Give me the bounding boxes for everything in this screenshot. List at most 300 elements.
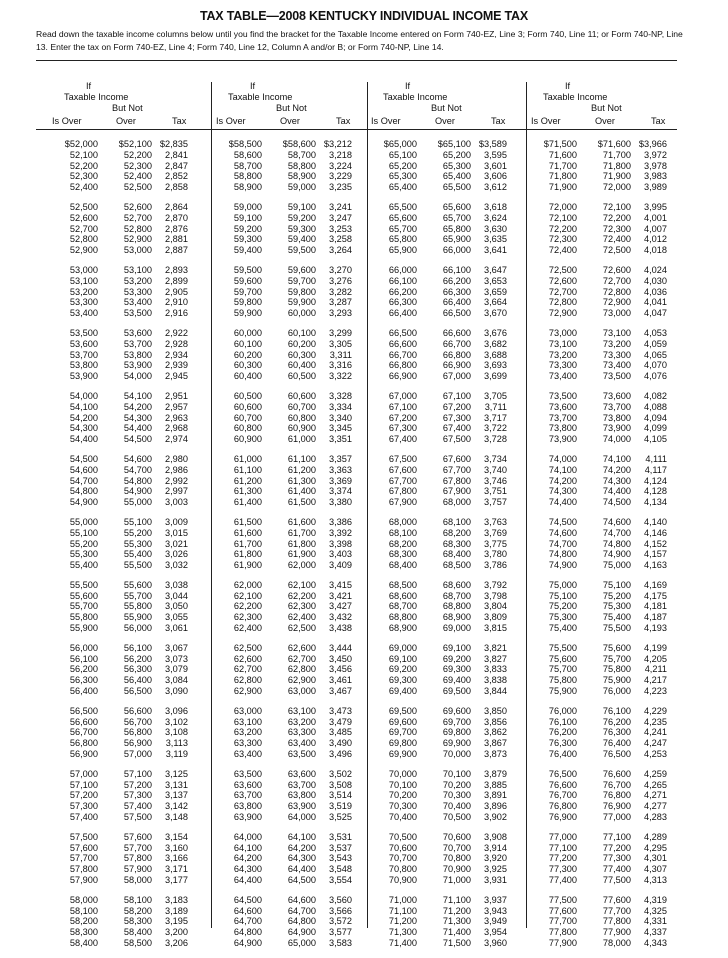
is-over-cell: 59,900 xyxy=(233,308,262,319)
tax-cell: 3,925 xyxy=(484,864,507,875)
is-over-cell: 63,300 xyxy=(233,738,262,749)
is-over-cell: 75,700 xyxy=(548,664,577,675)
row-group xyxy=(216,706,376,760)
but-not-over-cell: 73,000 xyxy=(602,308,631,319)
but-not-over-cell: 66,800 xyxy=(442,349,471,360)
is-over-cell: 66,800 xyxy=(388,360,417,371)
but-not-over-cell: 69,300 xyxy=(442,664,471,675)
is-over-cell: 75,600 xyxy=(548,653,577,664)
tax-cell: 3,601 xyxy=(484,160,507,171)
is-over-cell: 76,000 xyxy=(548,705,577,716)
but-not-over-cell: 74,000 xyxy=(602,434,631,445)
row-group xyxy=(216,580,376,634)
is-over-cell: 64,500 xyxy=(233,894,262,905)
tax-cell: 4,301 xyxy=(644,853,667,864)
tax-cell: 4,283 xyxy=(644,812,667,823)
is-over-cell: 77,200 xyxy=(548,853,577,864)
table-row xyxy=(371,875,531,886)
but-not-over-cell: 65,300 xyxy=(442,160,471,171)
row-group xyxy=(531,265,691,319)
is-over-cell: 66,700 xyxy=(388,349,417,360)
table-row xyxy=(531,938,691,949)
table-row xyxy=(216,413,376,424)
but-not-over-cell: 67,300 xyxy=(442,412,471,423)
header-if: If xyxy=(86,81,92,91)
is-over-cell: 58,300 xyxy=(69,927,98,938)
table-row xyxy=(371,224,531,235)
table-row xyxy=(216,224,376,235)
table-row xyxy=(216,497,376,508)
but-not-over-cell: 61,000 xyxy=(287,434,316,445)
tax-cell: 3,827 xyxy=(484,653,507,664)
tax-cell: 3,688 xyxy=(484,349,507,360)
is-over-cell: 54,500 xyxy=(69,453,98,464)
but-not-over-cell: 66,700 xyxy=(442,338,471,349)
but-not-over-cell: 68,000 xyxy=(442,497,471,508)
tax-cell: 4,343 xyxy=(644,938,667,948)
tax-cell: 3,084 xyxy=(165,675,188,686)
but-not-over-cell: 52,500 xyxy=(123,182,152,193)
tax-cell: 3,873 xyxy=(484,749,507,760)
but-not-over-cell: 70,100 xyxy=(442,768,471,779)
is-over-cell: 58,100 xyxy=(69,905,98,916)
table-row xyxy=(216,517,376,528)
is-over-cell: 69,000 xyxy=(388,642,417,653)
is-over-cell: 52,600 xyxy=(69,212,98,223)
tax-cell: 3,079 xyxy=(165,664,188,675)
is-over-cell: 52,400 xyxy=(69,182,98,193)
tax-cell: 3,624 xyxy=(484,212,507,223)
is-over-cell: 53,700 xyxy=(69,349,98,360)
table-row xyxy=(52,287,212,298)
table-row xyxy=(216,182,376,193)
tax-cell: 3,891 xyxy=(484,790,507,801)
but-not-over-cell: 76,600 xyxy=(602,768,631,779)
tax-cell: 3,171 xyxy=(165,864,188,875)
column-divider xyxy=(526,82,527,928)
header-is-over: Is Over xyxy=(52,116,82,126)
is-over-cell: 71,800 xyxy=(548,171,577,182)
table-row xyxy=(371,812,531,823)
but-not-over-cell: 56,000 xyxy=(123,623,152,634)
but-not-over-cell: 74,900 xyxy=(602,549,631,560)
but-not-over-cell: 77,900 xyxy=(602,927,631,938)
tax-cell: 3,606 xyxy=(484,171,507,182)
is-over-cell: 57,400 xyxy=(69,812,98,823)
tax-cell: 3,108 xyxy=(165,727,188,738)
is-over-cell: 67,500 xyxy=(388,453,417,464)
table-row xyxy=(216,801,376,812)
row-group xyxy=(216,454,376,508)
but-not-over-cell: 55,700 xyxy=(123,590,152,601)
table-row xyxy=(52,623,212,634)
table-row xyxy=(216,234,376,245)
table-row xyxy=(52,297,212,308)
is-over-cell: 68,500 xyxy=(388,579,417,590)
but-not-over-cell: 66,500 xyxy=(442,308,471,319)
tax-cell: 3,653 xyxy=(484,275,507,286)
but-not-over-cell: 52,800 xyxy=(123,223,152,234)
is-over-cell: 63,900 xyxy=(233,812,262,823)
is-over-cell: 69,800 xyxy=(388,738,417,749)
is-over-cell: $71,500 xyxy=(543,139,577,149)
tax-cell: 4,193 xyxy=(644,623,667,634)
table-row xyxy=(371,686,531,697)
but-not-over-cell: 73,500 xyxy=(602,371,631,382)
row-group xyxy=(371,832,531,886)
but-not-over-cell: 72,300 xyxy=(602,223,631,234)
but-not-over-cell: 77,300 xyxy=(602,853,631,864)
tax-cell: 3,131 xyxy=(165,779,188,790)
tax-cell: 3,896 xyxy=(484,801,507,812)
but-not-over-cell: 58,900 xyxy=(287,171,316,182)
is-over-cell: 56,600 xyxy=(69,716,98,727)
table-row xyxy=(216,686,376,697)
tax-cell: 4,181 xyxy=(644,601,667,612)
column-header xyxy=(371,81,531,125)
is-over-cell: 68,000 xyxy=(388,516,417,527)
tax-cell: 3,502 xyxy=(329,768,352,779)
table-row xyxy=(216,360,376,371)
but-not-over-cell: 54,100 xyxy=(123,390,152,401)
table-row xyxy=(531,486,691,497)
but-not-over-cell: 62,100 xyxy=(287,579,316,590)
is-over-cell: 67,800 xyxy=(388,486,417,497)
tax-cell: $2,835 xyxy=(159,139,188,149)
is-over-cell: 68,700 xyxy=(388,601,417,612)
tax-cell: 4,265 xyxy=(644,779,667,790)
table-row xyxy=(531,434,691,445)
is-over-cell: 76,200 xyxy=(548,727,577,738)
but-not-over-cell: 72,500 xyxy=(602,245,631,256)
but-not-over-cell: 59,700 xyxy=(287,275,316,286)
table-row xyxy=(531,297,691,308)
but-not-over-cell: 69,100 xyxy=(442,642,471,653)
table-row xyxy=(216,465,376,476)
but-not-over-cell: 54,900 xyxy=(123,486,152,497)
table-row xyxy=(371,654,531,665)
tax-cell: 2,997 xyxy=(165,486,188,497)
but-not-over-cell: 55,000 xyxy=(123,497,152,508)
is-over-cell: 68,800 xyxy=(388,612,417,623)
tax-cell: 3,705 xyxy=(484,390,507,401)
but-not-over-cell: 52,400 xyxy=(123,171,152,182)
table-row xyxy=(531,339,691,350)
tax-cell: 3,369 xyxy=(329,475,352,486)
but-not-over-cell: 77,400 xyxy=(602,864,631,875)
but-not-over-cell: 64,300 xyxy=(287,853,316,864)
tax-cell: 3,490 xyxy=(329,738,352,749)
is-over-cell: 52,900 xyxy=(69,245,98,256)
table-row xyxy=(216,654,376,665)
table-row xyxy=(371,623,531,634)
but-not-over-cell: 67,900 xyxy=(442,486,471,497)
tax-cell: 3,276 xyxy=(329,275,352,286)
tax-cell: 3,711 xyxy=(484,401,507,412)
table-row xyxy=(531,769,691,780)
table-row xyxy=(216,391,376,402)
tax-cell: 3,287 xyxy=(329,297,352,308)
row-group xyxy=(216,328,376,382)
tax-cell: 4,325 xyxy=(644,905,667,916)
is-over-cell: 65,900 xyxy=(388,245,417,256)
table-row xyxy=(371,297,531,308)
tax-cell: 2,847 xyxy=(165,160,188,171)
but-not-over-cell: 73,200 xyxy=(602,338,631,349)
table-row xyxy=(531,528,691,539)
but-not-over-cell: 59,900 xyxy=(287,297,316,308)
is-over-cell: 58,800 xyxy=(233,171,262,182)
is-over-cell: 63,100 xyxy=(233,716,262,727)
but-not-over-cell: 55,900 xyxy=(123,612,152,623)
tax-cell: 3,763 xyxy=(484,516,507,527)
column-divider xyxy=(367,82,368,928)
is-over-cell: 52,500 xyxy=(69,201,98,212)
header-tax: Tax xyxy=(336,116,351,126)
table-row xyxy=(52,706,212,717)
table-row xyxy=(531,350,691,361)
row-group xyxy=(531,643,691,697)
is-over-cell: 53,600 xyxy=(69,338,98,349)
but-not-over-cell: 65,500 xyxy=(442,182,471,193)
table-row xyxy=(531,202,691,213)
tax-cell: 3,403 xyxy=(329,549,352,560)
tax-cell: 2,910 xyxy=(165,297,188,308)
tax-cell: 3,914 xyxy=(484,842,507,853)
table-row xyxy=(52,812,212,823)
but-not-over-cell: 64,700 xyxy=(287,905,316,916)
but-not-over-cell: 54,200 xyxy=(123,401,152,412)
tax-cell: 3,050 xyxy=(165,601,188,612)
but-not-over-cell: 58,500 xyxy=(123,938,152,948)
header-over: Over xyxy=(435,116,455,126)
table-row xyxy=(52,486,212,497)
but-not-over-cell: 62,500 xyxy=(287,623,316,634)
row-group xyxy=(216,832,376,886)
tax-cell: 4,146 xyxy=(644,527,667,538)
but-not-over-cell: 70,800 xyxy=(442,853,471,864)
but-not-over-cell: 61,800 xyxy=(287,538,316,549)
table-row xyxy=(531,454,691,465)
table-row xyxy=(52,790,212,801)
tax-cell: 4,253 xyxy=(644,749,667,760)
is-over-cell: 69,500 xyxy=(388,705,417,716)
tax-cell: 3,421 xyxy=(329,590,352,601)
tax-cell: 2,963 xyxy=(165,412,188,423)
tax-cell: 3,635 xyxy=(484,234,507,245)
but-not-over-cell: 60,300 xyxy=(287,349,316,360)
table-row xyxy=(531,780,691,791)
tax-cell: 2,905 xyxy=(165,286,188,297)
is-over-cell: 67,200 xyxy=(388,412,417,423)
table-row xyxy=(52,528,212,539)
is-over-cell: 76,100 xyxy=(548,716,577,727)
table-row xyxy=(52,150,212,161)
but-not-over-cell: 69,800 xyxy=(442,727,471,738)
table-row xyxy=(216,486,376,497)
is-over-cell: 70,700 xyxy=(388,853,417,864)
tax-cell: 2,992 xyxy=(165,475,188,486)
but-not-over-cell: 74,600 xyxy=(602,516,631,527)
is-over-cell: 53,500 xyxy=(69,327,98,338)
tax-cell: 4,157 xyxy=(644,549,667,560)
table-row xyxy=(216,727,376,738)
row-group xyxy=(371,202,531,256)
table-row xyxy=(371,182,531,193)
is-over-cell: 70,400 xyxy=(388,812,417,823)
table-row xyxy=(531,150,691,161)
tax-cell: 4,012 xyxy=(644,234,667,245)
but-not-over-cell: 53,600 xyxy=(123,327,152,338)
tax-cell: 3,142 xyxy=(165,801,188,812)
table-row xyxy=(216,476,376,487)
tax-cell: 4,205 xyxy=(644,653,667,664)
tax-cell: 3,206 xyxy=(165,938,188,948)
tax-cell: 3,722 xyxy=(484,423,507,434)
is-over-cell: 74,700 xyxy=(548,538,577,549)
is-over-cell: 53,200 xyxy=(69,286,98,297)
tax-cell: 3,740 xyxy=(484,464,507,475)
is-over-cell: 57,300 xyxy=(69,801,98,812)
is-over-cell: 55,000 xyxy=(69,516,98,527)
table-row xyxy=(531,476,691,487)
but-not-over-cell: 77,600 xyxy=(602,894,631,905)
is-over-cell: 59,700 xyxy=(233,286,262,297)
but-not-over-cell: 63,700 xyxy=(287,779,316,790)
but-not-over-cell: 74,500 xyxy=(602,497,631,508)
is-over-cell: 58,600 xyxy=(233,149,262,160)
table-row xyxy=(52,371,212,382)
but-not-over-cell: 74,200 xyxy=(602,464,631,475)
but-not-over-cell: 68,500 xyxy=(442,560,471,571)
but-not-over-cell: 53,800 xyxy=(123,349,152,360)
is-over-cell: 67,000 xyxy=(388,390,417,401)
but-not-over-cell: 60,100 xyxy=(287,327,316,338)
but-not-over-cell: 66,600 xyxy=(442,327,471,338)
is-over-cell: 63,600 xyxy=(233,779,262,790)
tax-cell: 4,076 xyxy=(644,371,667,382)
but-not-over-cell: 54,700 xyxy=(123,464,152,475)
table-row xyxy=(216,328,376,339)
but-not-over-cell: 77,100 xyxy=(602,831,631,842)
table-rows xyxy=(371,139,531,958)
is-over-cell: 61,400 xyxy=(233,497,262,508)
table-row xyxy=(371,591,531,602)
is-over-cell: 62,200 xyxy=(233,601,262,612)
but-not-over-cell: 61,700 xyxy=(287,527,316,538)
header-but-not: But Not xyxy=(276,103,307,113)
table-row xyxy=(531,895,691,906)
but-not-over-cell: 60,600 xyxy=(287,390,316,401)
but-not-over-cell: 73,900 xyxy=(602,423,631,434)
tax-cell: 3,067 xyxy=(165,642,188,653)
but-not-over-cell: 61,400 xyxy=(287,486,316,497)
but-not-over-cell: 56,500 xyxy=(123,686,152,697)
row-group xyxy=(216,895,376,949)
is-over-cell: 72,900 xyxy=(548,308,577,319)
tax-cell: 3,473 xyxy=(329,705,352,716)
table-row xyxy=(371,717,531,728)
table-row xyxy=(52,675,212,686)
row-group xyxy=(531,769,691,823)
but-not-over-cell: 76,400 xyxy=(602,738,631,749)
table-row xyxy=(371,853,531,864)
tax-cell: 4,088 xyxy=(644,401,667,412)
but-not-over-cell: 66,300 xyxy=(442,286,471,297)
is-over-cell: 57,200 xyxy=(69,790,98,801)
but-not-over-cell: 57,400 xyxy=(123,801,152,812)
table-row xyxy=(531,675,691,686)
but-not-over-cell: 54,800 xyxy=(123,475,152,486)
table-row xyxy=(52,916,212,927)
table-row xyxy=(216,780,376,791)
table-row xyxy=(52,717,212,728)
table-row xyxy=(531,224,691,235)
but-not-over-cell: 54,500 xyxy=(123,434,152,445)
row-group xyxy=(531,391,691,445)
table-row xyxy=(216,213,376,224)
row-group xyxy=(52,769,212,823)
but-not-over-cell: 69,600 xyxy=(442,705,471,716)
tax-cell: 3,949 xyxy=(484,916,507,927)
tax-cell: 3,438 xyxy=(329,623,352,634)
table-row xyxy=(52,308,212,319)
row-group xyxy=(216,265,376,319)
is-over-cell: 63,400 xyxy=(233,749,262,760)
but-not-over-cell: 52,900 xyxy=(123,234,152,245)
table-row xyxy=(371,234,531,245)
row-group xyxy=(52,580,212,634)
table-row xyxy=(216,350,376,361)
is-over-cell: 61,100 xyxy=(233,464,262,475)
table-row xyxy=(216,916,376,927)
but-not-over-cell: 53,400 xyxy=(123,297,152,308)
is-over-cell: 59,500 xyxy=(233,264,262,275)
table-row xyxy=(52,265,212,276)
is-over-cell: 59,600 xyxy=(233,275,262,286)
tax-cell: 4,111 xyxy=(645,453,667,464)
but-not-over-cell: 57,500 xyxy=(123,812,152,823)
tax-cell: 4,124 xyxy=(644,475,667,486)
is-over-cell: 69,600 xyxy=(388,716,417,727)
but-not-over-cell: 60,900 xyxy=(287,423,316,434)
table-row xyxy=(216,339,376,350)
is-over-cell: 74,800 xyxy=(548,549,577,560)
is-over-cell: 65,600 xyxy=(388,212,417,223)
tax-cell: 3,160 xyxy=(165,842,188,853)
but-not-over-cell: 75,100 xyxy=(602,579,631,590)
table-row xyxy=(216,245,376,256)
is-over-cell: 59,100 xyxy=(233,212,262,223)
table-row xyxy=(371,465,531,476)
table-row xyxy=(216,560,376,571)
is-over-cell: 53,000 xyxy=(69,264,98,275)
is-over-cell: 75,300 xyxy=(548,612,577,623)
tax-cell: 3,850 xyxy=(484,705,507,716)
but-not-over-cell: 57,800 xyxy=(123,853,152,864)
table-row xyxy=(371,423,531,434)
is-over-cell: 77,300 xyxy=(548,864,577,875)
but-not-over-cell: 55,500 xyxy=(123,560,152,571)
tax-cell: 3,833 xyxy=(484,664,507,675)
is-over-cell: 66,300 xyxy=(388,297,417,308)
is-over-cell: 60,800 xyxy=(233,423,262,434)
table-row xyxy=(216,738,376,749)
table-row xyxy=(531,371,691,382)
tax-cell: 3,224 xyxy=(329,160,352,171)
row-group xyxy=(52,643,212,697)
row-group xyxy=(216,517,376,571)
